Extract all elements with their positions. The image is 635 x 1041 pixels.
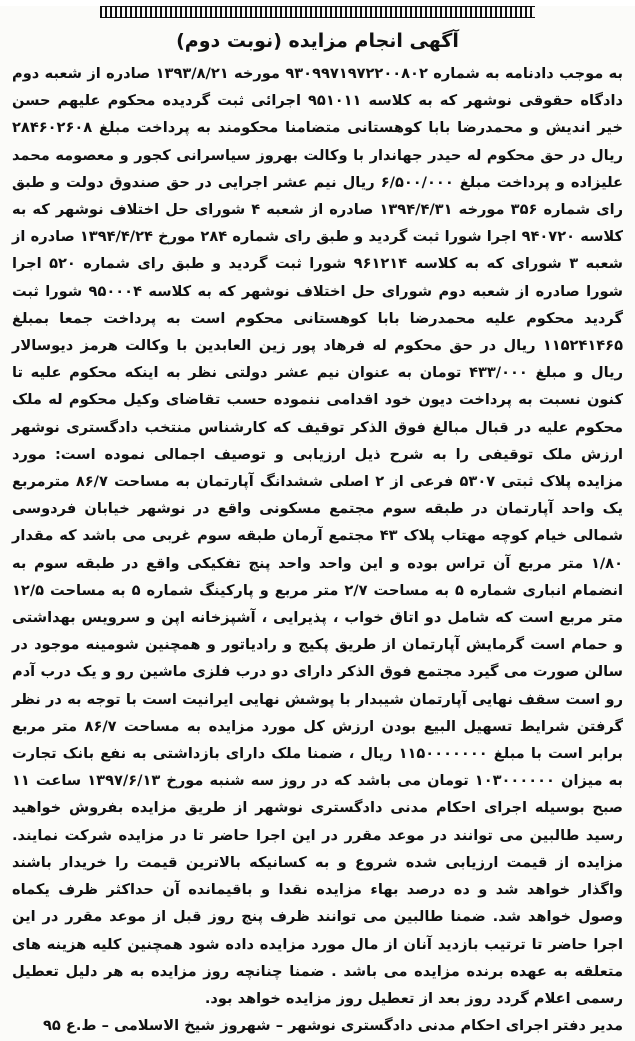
notice-title: آگهی انجام مزایده (نوبت دوم) xyxy=(176,30,459,52)
notice-page xyxy=(0,6,635,1041)
decorative-top-border xyxy=(100,6,535,18)
notice-body: به موجب دادنامه به شماره ۹۳۰۹۹۷۱۹۷۲۲۰۰۸۰۲ مورخه ۱۳۹۳/۸/۲۱ صادره از شعبه دوم دادگاه حقوقی نوشهر که به کلاسه ۹۵۱۰۱۱ اجرائی ثبت گردیده محکوم علیهم حسن خیر اندیش و محمدرضا بابا کوهستانی متضامنا محکومند به پرداخت مبلغ ۲۸۴۶۰۲۶۰۸ ریال در حق محکوم له حیدر جهاندار با وکالت بهروز سیاسرانی کجور و معصومه محمد علیزاده و پرداخت مبلغ ۶/۵۰۰/۰۰۰ ریال نیم عشر اجرایی در حق صندوق دولت و طبق رای شماره ۳۵۶ مورخه ۱۳۹۴/۴/۳۱ صادره از شعبه ۴ شورای حل اختلاف نوشهر که به کلاسه ۹۴۰۷۲۰ اجرا شورا ثبت گردید و طبق رای شماره ۲۸۴ مورخ ۱۳۹۴/۴/۲۴ صادره از شعبه ۳ شورای که به کلاسه ۹۶۱۲۱۴ شورا ثبت گردید و طبق رای شماره ۵۲۰ اجرا شورا صادره از شعبه دوم شورای حل اختلاف نوشهر که به کلاسه ۹۵۰۰۰۴ شورا ثبت گردید محکوم علیه محمدرضا بابا کوهستانی محکوم است به پرداخت جمعا بمبلغ ۱۱۵۲۴۱۴۶۵ ریال در حق محکوم له فرهاد پور زین العابدین با وکالت هرمز دیوسالار ریال و مبلغ ۴۳۳/۰۰۰ تومان به عنوان نیم عشر دولتی نظر به اینکه محکوم علیه تا کنون نسبت به پرداخت دیون خود اقدامی ننموده حسب تقاضای وکیل محکوم له ملک محکوم علیه در قبال مبالغ فوق الذکر توقیف که کارشناس منتخب دادگستری نوشهر ارزش ملک توقیفی را به شرح ذیل ارزیابی و توصیف اجمالی نموده است: مورد مزایده پلاک ثبتی ۵۳۰۷ فرعی از ۲ اصلی ششدانگ آپارتمان به مساحت ۸۶/۷ مترمربع یک واحد آپارتمان در طبقه سوم مجتمع مسکونی واقع در نوشهر خیابان فردوسی شمالی خیام کوچه مهتاب پلاک ۴۳ مجتمع آرمان طبقه سوم غربی می باشد که مقدار ۱/۸۰ متر مربع آن تراس بوده و این واحد واحد پنج تفکیکی واقع در طبقه سوم به انضمام انباری شماره ۵ به مساحت ۲/۷ متر مربع و پارکینگ شماره ۵ به مساحت ۱۲/۵ متر مربع است که شامل دو اتاق خواب ، پذیرایی ، آشپزخانه اپن و سرویس بهداشتی و حمام است گرمایش آپارتمان از طریق پکیج و رادیاتور و همچنین شومینه موجود در سالن صورت می گیرد مجتمع فوق الذکر دارای دو درب فلزی ماشین رو و یک درب آدم رو است سقف نهایی آپارتمان شیبدار با پوشش نهایی ایرانیت است با توجه به در نظر گرفتن شرایط تسهیل البیع بودن ارزش کل مورد مزایده به مساحت ۸۶/۷ متر مربع برابر است با مبلغ ۱۱۵۰۰۰۰۰۰۰ ریال ، ضمنا ملک دارای بازداشتی به نفع بانک تجارت به میزان ۱۰۳۰۰۰۰۰۰ تومان می باشد که در روز سه شنبه مورخ ۱۳۹۷/۶/۱۳ ساعت ۱۱ صبح بوسیله اجرای احکام مدنی دادگستری نوشهر از طریق مزایده بفروش خواهید رسید طالبین می توانند در موعد مقرر در این اجرا حاضر تا در مزایده شرکت نمایند. مزایده از قیمت ارزیابی شده شروع و به کسانیکه بالاترین قیمت را خریدار باشند واگذار خواهد شد و ده درصد بهاء مزایده نقدا و باقیمانده آن حداکثر ظرف یکماه وصول خواهد شد. ضمنا طالبین می توانند ظرف پنج روز قبل از موعد مقرر در این اجرا حاضر تا ترتیب بازدید آنان از مال مورد مزایده داده شود همچنین کلیه هزینه های متعلقه به عهده برنده مزایده می باشد . ضمنا چنانچه روز مزایده به هر دلیل تعطیل رسمی اعلام گردد روز بعد از تعطیل روز مزایده خواهد بود. xyxy=(12,65,624,1007)
notice-signature: مدیر دفتر اجرای احکام مدنی دادگستری نوشهر – شهروز شیخ الاسلامی – ط.ع ۹۵ xyxy=(42,1017,623,1035)
